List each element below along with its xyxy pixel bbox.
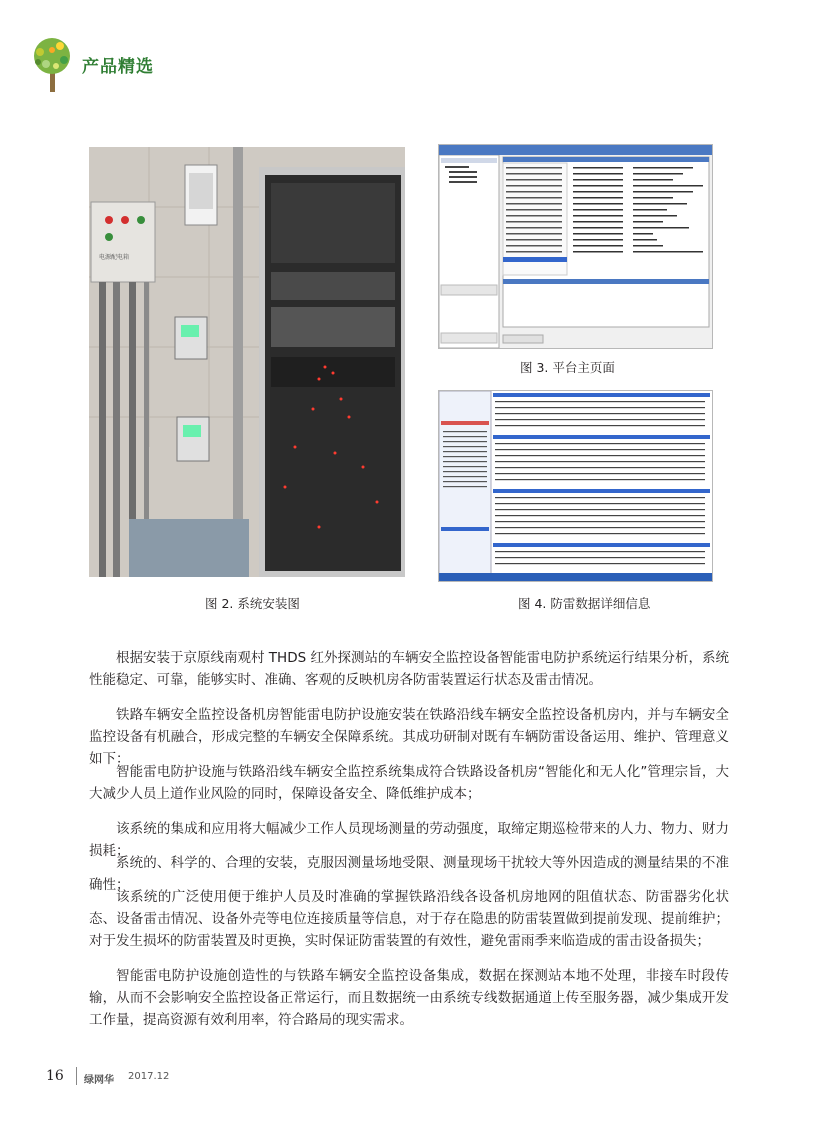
paragraph: 智能雷电防护设施与铁路沿线车辆安全监控系统集成符合铁路设备机房“智能化和无人化”管理宗旨，大大减少人员上道作业风险的同时，保障设备安全、降低维护成本； xyxy=(89,764,729,802)
paragraph: 铁路车辆安全监控设备机房智能雷电防护设施安装在铁路沿线车辆安全监控设备机房内，并与车辆安全监控设备有机融合，形成完整的车辆安全保障系统。其成功研制对既有车辆防雷设备运用、维护、管理意义如下： xyxy=(89,707,729,767)
paragraph: 该系统的广泛使用便于维护人员及时准确的掌握铁路沿线各设备机房地网的阻值状态、防雷器劣化状态、设备雷击情况、设备外壳等电位连接质量等信息，对于存在隐患的防雷装置做到提前发现、提前维护；对于发生损坏的防雷装置及时更换，实时保证防雷装置的有效性，避免雷雨季来临造成的雷击设备损失； xyxy=(89,889,729,949)
footer-divider xyxy=(76,1067,77,1085)
figure-3-caption: 图 3. 平台主页面 xyxy=(520,360,615,375)
section-title: 产品精选 xyxy=(82,57,154,77)
paragraph: 根据安装于京原线南观村 THDS 红外探测站的车辆安全监控设备智能雷电防护系统运行结果分析，系统性能稳定、可靠，能够实时、准确、客观的反映机房各防雷装置运行状态及雷击情况。 xyxy=(89,650,729,688)
page-number: 16 xyxy=(46,1068,64,1084)
platform-main-screenshot xyxy=(438,144,713,349)
tree-logo-icon xyxy=(26,36,78,94)
paragraph: 智能雷电防护设施创造性的与铁路车辆安全监控设备集成，数据在探测站本地不处理，非接车时段传输，从而不会影响安全监控设备正常运行，而且数据统一由系统专线数据通道上传至服务器，减少集成开发工作量，提高资源有效利用率，符合路局的现实需求。 xyxy=(89,968,729,1028)
paragraph: 系统的、科学的、合理的安装，克服因测量场地受限、测量现场干扰较大等外因造成的测量结果的不准确性； xyxy=(89,855,729,893)
magazine-name: 绿网华 xyxy=(84,1075,114,1086)
window-titlebar xyxy=(439,145,712,155)
lightning-data-screenshot xyxy=(438,390,713,582)
paragraph: 该系统的集成和应用将大幅减少工作人员现场测量的劳动强度，取缔定期巡检带来的人力、物力、财力损耗； xyxy=(89,821,729,859)
issue-date: 2017.12 xyxy=(128,1071,170,1082)
figure-4-caption: 图 4. 防雷数据详细信息 xyxy=(518,596,651,611)
installation-photo xyxy=(89,147,405,577)
figure-2-caption: 图 2. 系统安装图 xyxy=(205,596,300,611)
box-label: 电源配电箱 xyxy=(99,254,130,261)
